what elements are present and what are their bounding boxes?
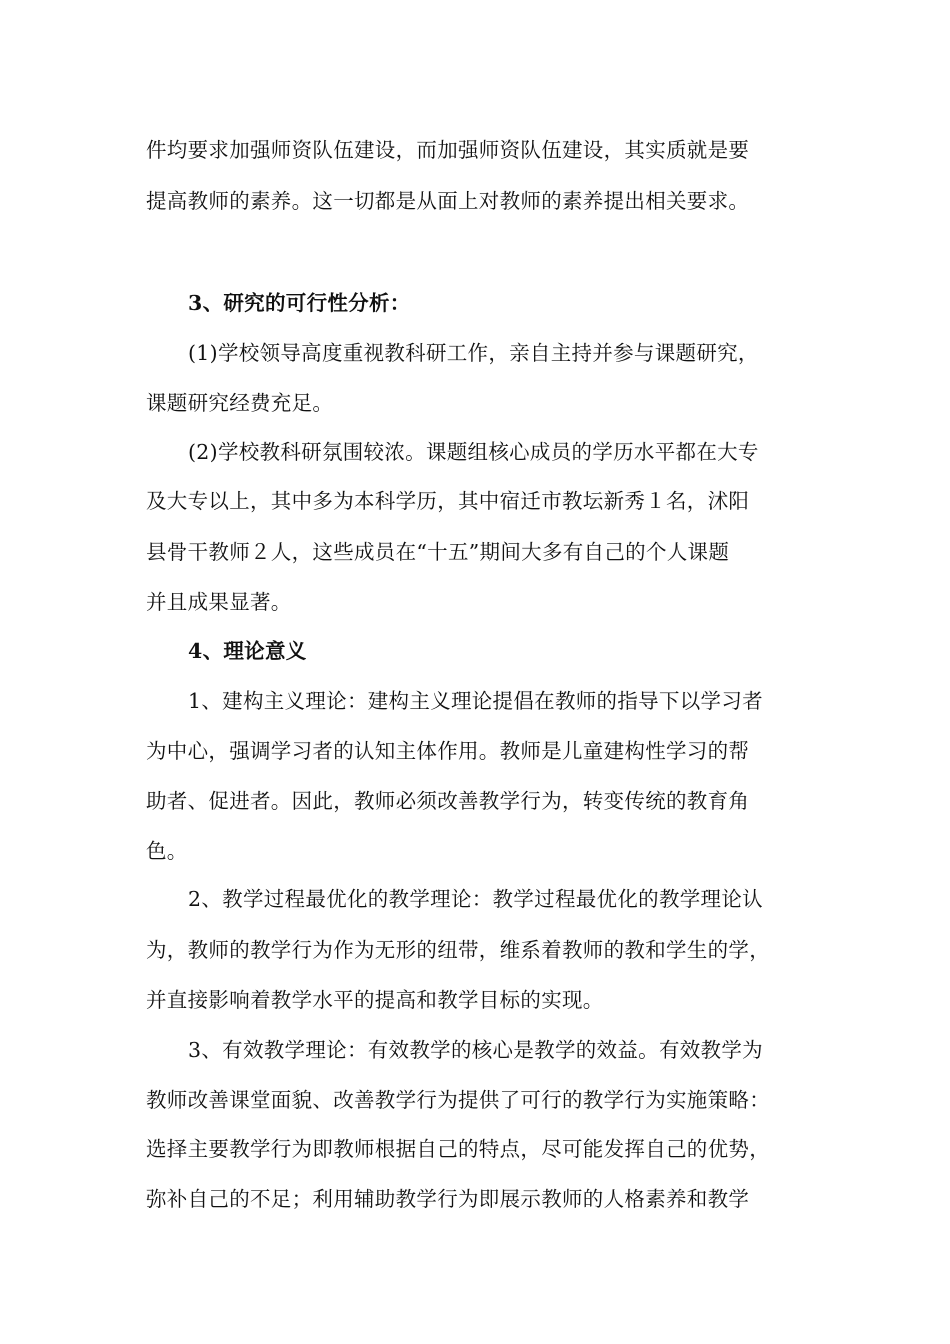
- intro-line-2: 提高教师的素养。这一切都是从面上对教师的素养提出相关要求。: [146, 189, 750, 213]
- section-4-item-1-line-4: 色。: [146, 839, 188, 863]
- section-4-item-3-line-4: 弥补自己的不足；利用辅助教学行为即展示教师的人格素养和教学: [146, 1187, 750, 1211]
- section-4-item-3-line-3: 选择主要教学行为即教师根据自己的特点，尽可能发挥自己的优势，: [146, 1137, 770, 1161]
- section-3-heading: 3、研究的可行性分析：: [188, 291, 411, 315]
- section-4-item-1-line-1: 1、建构主义理论：建构主义理论提倡在教师的指导下以学习者: [188, 689, 763, 713]
- section-4-item-2-line-1: 2、教学过程最优化的教学理论：教学过程最优化的教学理论认: [188, 887, 763, 911]
- section-4-item-3-line-1: 3、有效教学理论：有效教学的核心是教学的效益。有效教学为: [188, 1038, 763, 1062]
- section-3-item-2-line-3: 县骨干教师２人，这些成员在“十五”期间大多有自己的个人课题: [146, 540, 730, 564]
- section-3-item-2-line-4: 并且成果显著。: [146, 590, 292, 614]
- section-4-heading: 4、理论意义: [188, 639, 307, 663]
- section-3-item-1-line-1: (1)学校领导高度重视教科研工作，亲自主持并参与课题研究，: [188, 341, 759, 365]
- section-4-item-2-line-2: 为，教师的教学行为作为无形的纽带，维系着教师的教和学生的学，: [146, 938, 770, 962]
- section-4-item-2-line-3: 并直接影响着教学水平的提高和教学目标的实现。: [146, 988, 604, 1012]
- section-3-item-2-line-2: 及大专以上，其中多为本科学历，其中宿迁市教坛新秀１名，沭阳: [146, 489, 750, 513]
- intro-line-1: 件均要求加强师资队伍建设，而加强师资队伍建设，其实质就是要: [146, 138, 750, 162]
- section-3-item-2-line-1: (2)学校教科研氛围较浓。课题组核心成员的学历水平都在大专: [188, 440, 759, 464]
- section-3-item-1-line-2: 课题研究经费充足。: [146, 391, 334, 415]
- section-4-item-3-line-2: 教师改善课堂面貌、改善教学行为提供了可行的教学行为实施策略：: [146, 1088, 770, 1112]
- section-4-item-1-line-3: 助者、促进者。因此，教师必须改善教学行为，转变传统的教育角: [146, 789, 750, 813]
- section-4-item-1-line-2: 为中心，强调学习者的认知主体作用。教师是儿童建构性学习的帮: [146, 739, 750, 763]
